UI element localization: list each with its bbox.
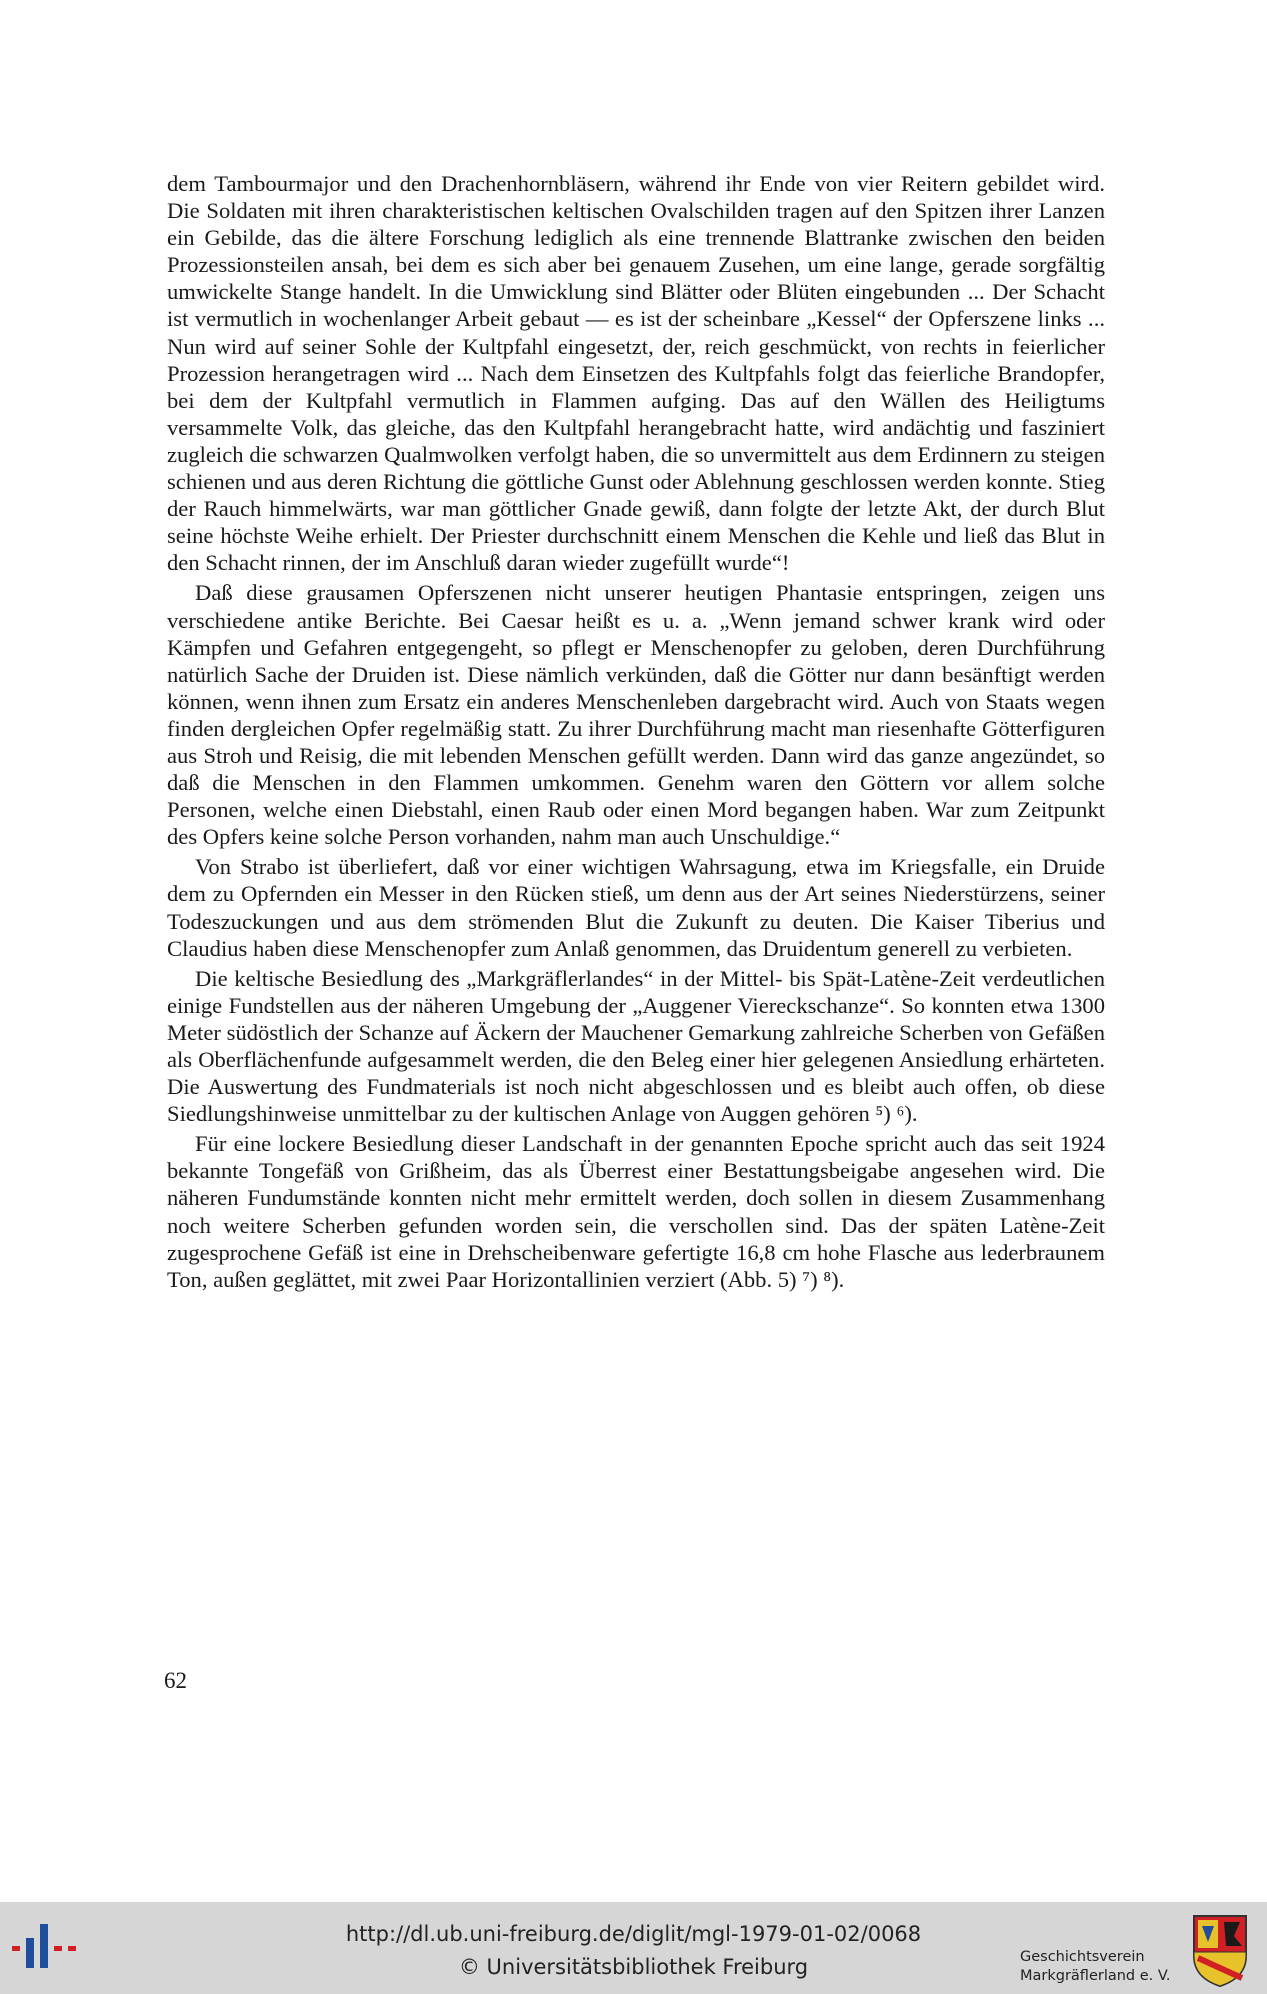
coat-of-arms-icon [1190, 1912, 1250, 1988]
page-number: 62 [164, 1668, 187, 1693]
paragraph: Die keltische Besiedlung des „Markgräflerlandes“ in der Mittel- bis Spät-Latène-Zeit verdeutlichen einige Fundstellen aus der näheren Umgebung der „Auggener Viereckschanze“. So konnten etwa 1300 Meter südöstlich der Schanze auf Äckern der Mauchener Gemarkung zahlreiche Scherben von Gefäßen als Oberflächenfunde aufgesammelt werden, die den Beleg einer hier gelegenen Ansiedlung erhärteten. Die Auswertung des Fundmaterials ist noch nicht abgeschlossen und es bleibt auch offen, ob diese Siedlungshinweise unmittelbar zu der kultischen Anlage von Auggen gehören ⁵) ⁶). [167, 965, 1105, 1127]
society-name-line: Geschichtsverein [1020, 1949, 1145, 1965]
society-name [1020, 1948, 1180, 1986]
body-text [167, 170, 1105, 1296]
paragraph: Von Strabo ist überliefert, daß vor einer wichtigen Wahrsagung, etwa im Kriegsfalle, ein Druide dem zu Opfernden ein Messer in den Rücken stieß, um denn aus der Art seines Niederstürzens, seiner Todeszuckungen und aus dem strömenden Blut die Zukunft zu deuten. Die Kaiser Tiberius und Claudius haben diese Menschenopfer zum Anlaß genommen, das Druidentum generell zu verbieten. [167, 854, 1105, 961]
copyright-text: © Universitätsbibliothek Freiburg [458, 1955, 809, 1979]
paragraph: dem Tambourmajor und den Drachenhornbläsern, während ihr Ende von vier Reitern gebildet wird. Die Soldaten mit ihren charakteristischen keltischen Ovalschilden tragen auf den Spitzen ihrer Lanzen ein Gebilde, das die ältere Forschung lediglich als eine trennende Blattranke zwischen den beiden Prozessionsteilen ansah, bei dem es sich aber bei genauem Zusehen, um eine lange, gerade sorgfältig umwickelte Stange handelt. In die Umwicklung sind Blätter oder Blüten eingebunden ... Der Schacht ist vermutlich in wochenlanger Arbeit gebaut — es ist der scheinbare „Kessel“ der Opferszene links ... Nun wird auf seiner Sohle der Kultpfahl eingesetzt, der, reich geschmückt, von rechts in feierlicher Prozession herangetragen wird ... Nach dem Einsetzen des Kultpfahls folgt das feierliche Brandopfer, bei dem der Kultpfahl vermutlich in Flammen aufging. Das auf den Wällen des Heiligtums versammelte Volk, das gleiche, das den Kultpfahl herangebracht hatte, wird andächtig und fasziniert zugleich die schwarzen Qualmwolken verfolgt haben, die so unvermittelt aus dem Erdinnern zu steigen schienen und aus deren Richtung die göttliche Gunst oder Ablehnung geschlossen werden konnte. Stieg der Rauch himmelwärts, war man göttlicher Gnade gewiß, dann folgte der letzte Akt, der durch Blut seine höchste Weihe erhielt. Der Priester durchschnitt einem Menschen die Kehle und ließ das Blut in den Schacht rinnen, der im Anschluß daran wieder zugefüllt wurde“! [167, 171, 1105, 576]
footer-bar [0, 1902, 1267, 1994]
document-url-link[interactable]: http://dl.ub.uni-freiburg.de/diglit/mgl-1979-01-02/0068 [345, 1922, 922, 1946]
paragraph: Für eine lockere Besiedlung dieser Landschaft in der genannten Epoche spricht auch das seit 1924 bekannte Tongefäß von Grißheim, das als Überrest einer Bestattungsbeigabe angesehen wird. Die näheren Fundumstände konnten nicht mehr ermittelt werden, doch sollen in diesem Zusammenhang noch weitere Scherben gefunden worden sein, die verschollen sind. Das der späten Latène-Zeit zugesprochene Gefäß ist eine in Drehscheibenware gefertigte 16,8 cm hohe Flasche aus lederbraunem Ton, außen geglättet, mit zwei Paar Horizontallinien verziert (Abb. 5) ⁷) ⁸). [167, 1131, 1105, 1292]
paragraph: Daß diese grausamen Opferszenen nicht unserer heutigen Phantasie entspringen, zeigen uns verschiedene antike Berichte. Bei Caesar heißt es u. a. „Wenn jemand schwer krank wird oder Kämpfen und Gefahren entgegengeht, so pflegt er Menschenopfer zu geloben, deren Durchführung natürlich Sache der Druiden ist. Diese nämlich verkünden, daß die Götter nur dann besänftigt werden können, wenn ihnen zum Ersatz ein anderes Menschenleben dargebracht wird. Auch von Staats wegen finden dergleichen Opfer regelmäßig statt. Zu ihrer Durchführung macht man riesenhafte Götterfiguren aus Stroh und Reisig, die mit lebenden Menschen gefüllt werden. Dann wird das ganze angezündet, so daß die Menschen in den Flammen umkommen. Genehm waren den Göttern vor allem solche Personen, welche einen Diebstahl, einen Raub oder einen Mord begangen haben. War zum Zeitpunkt des Opfers keine solche Person vorhanden, nahm man auch Unschuldige.“ [167, 580, 1105, 850]
society-name-line: Markgräflerland e. V. [1020, 1968, 1171, 1984]
